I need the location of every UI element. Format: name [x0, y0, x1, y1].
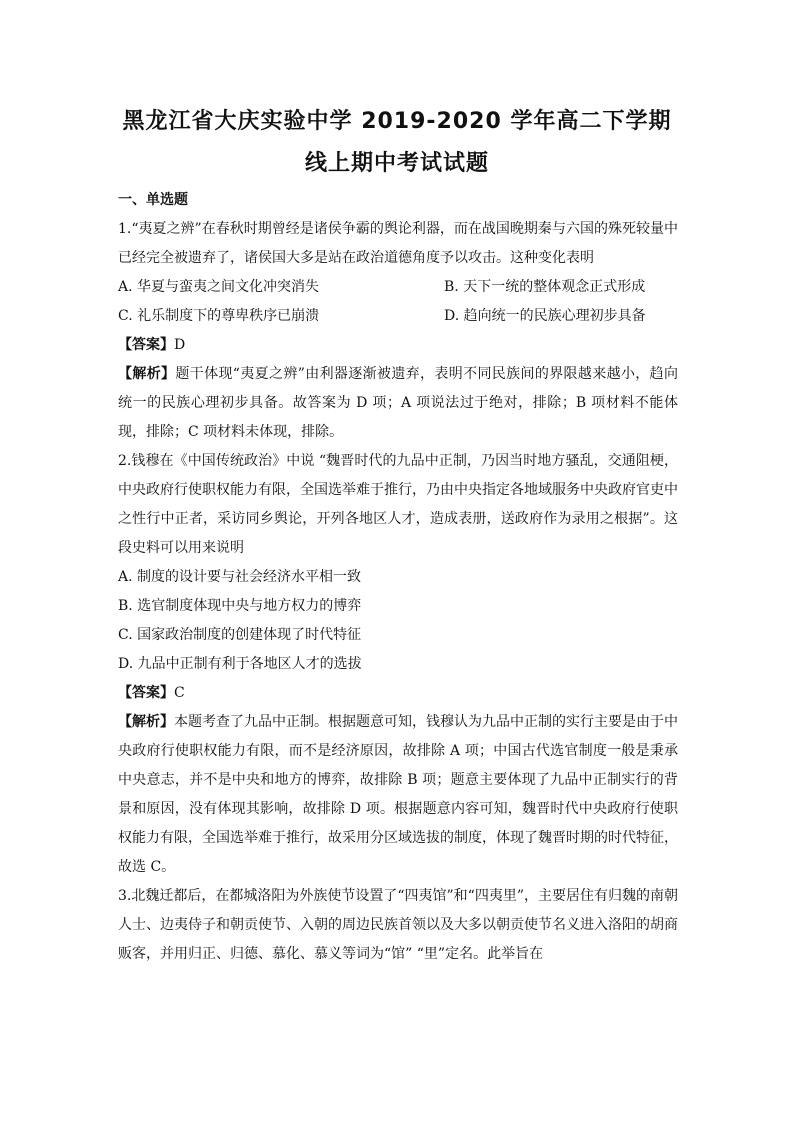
document-body: [118, 186, 678, 969]
analysis-line: [118, 360, 678, 447]
option-a[interactable]: A. 制度的设计要与社会经济水平相一致: [118, 569, 362, 585]
analysis-tag: 【解析】: [118, 366, 176, 382]
question-2: [118, 447, 678, 882]
answer-line: [118, 331, 678, 360]
question-stem: 2.钱穆在《中国传统政治》中说 “魏晋时代的九品中正制，乃因当时地方骚乱，交通阻梗，中央政府行使职权能力有限，全国选举难于推行，乃由中央指定各地域服务中央政府官吏中之性行中正者，采访同乡舆论，开列各地区人才，造成表册，送政府作为录用之根据”。这段史料可以用来说明: [118, 453, 678, 556]
question-1: [118, 215, 678, 447]
document-title-line1: 黑龙江省大庆实验中学 2019-2020 学年高二下学期: [122, 109, 672, 134]
section-heading: 一、单选题: [118, 192, 188, 208]
option-d[interactable]: D. 趋向统一的民族心理初步具备: [444, 308, 646, 324]
option-b[interactable]: B. 天下一统的整体观念正式形成: [444, 279, 646, 295]
answer-value: C: [174, 685, 185, 701]
question-3: [118, 882, 678, 969]
option-c[interactable]: C. 礼乐制度下的尊卑秩序已崩溃: [118, 308, 320, 324]
option-b[interactable]: B. 选官制度体现中央与地方权力的博弈: [118, 598, 362, 614]
answer-value: D: [174, 337, 186, 353]
question-stem: 3.北魏迁都后，在都城洛阳为外族使节设置了“四夷馆”和“四夷里”，主要居住有归魏的南朝人士、边夷侍子和朝贡使节、入朝的周边民族首领以及大多以朝贡使节名义进入洛阳的胡商贩客，并用归正、归德、慕化、慕义等词为“馆” “里”定名。此举旨在: [118, 888, 678, 962]
analysis-text: 题干体现“夷夏之辨”由利器逐渐被遗弃，表明不同民族间的界限越来越小，趋向统一的民族心理初步具备。故答案为 D 项；A 项说法过于绝对，排除；B 项材料不能体现，排除；C 项材料未体现，排除。: [118, 366, 679, 440]
option-a[interactable]: A. 华夏与蛮夷之间文化冲突消失: [118, 279, 320, 295]
option-row: [118, 302, 678, 331]
answer-tag: 【答案】: [118, 685, 174, 701]
option-c[interactable]: C. 国家政治制度的创建体现了时代特征: [118, 627, 362, 643]
question-stem: 1.“夷夏之辨”在春秋时期曾经是诸侯争霸的舆论利器，而在战国晚期秦与六国的殊死较量中已经完全被遗弃了，诸侯国大多是站在政治道德角度予以攻击。这种变化表明: [118, 221, 678, 266]
answer-tag: 【答案】: [118, 337, 174, 353]
answer-line: [118, 679, 678, 708]
analysis-line: [118, 708, 678, 882]
analysis-text: 本题考查了九品中正制。根据题意可知，钱穆认为九品中正制的实行主要是由于中央政府行使职权能力有限，而不是经济原因，故排除 A 项；中国古代选官制度一般是秉承中央意志，并不是中央和地方的博弈，故排除 B 项；题意主要体现了九品中正制实行的背景和原因，没有体现其影响，故排除 D 项。根据题意内容可知，魏晋时代中央政府行使职权能力有限，全国选举难于推行，故采用分区域选拔的制度，体现了魏晋时期的时代特征，故选 C。: [118, 714, 678, 875]
analysis-tag: 【解析】: [118, 714, 174, 730]
document-title-line2: 线上期中考试试题: [304, 151, 489, 176]
option-row: [118, 273, 678, 302]
option-d[interactable]: D. 九品中正制有利于各地区人才的选拔: [118, 656, 362, 672]
